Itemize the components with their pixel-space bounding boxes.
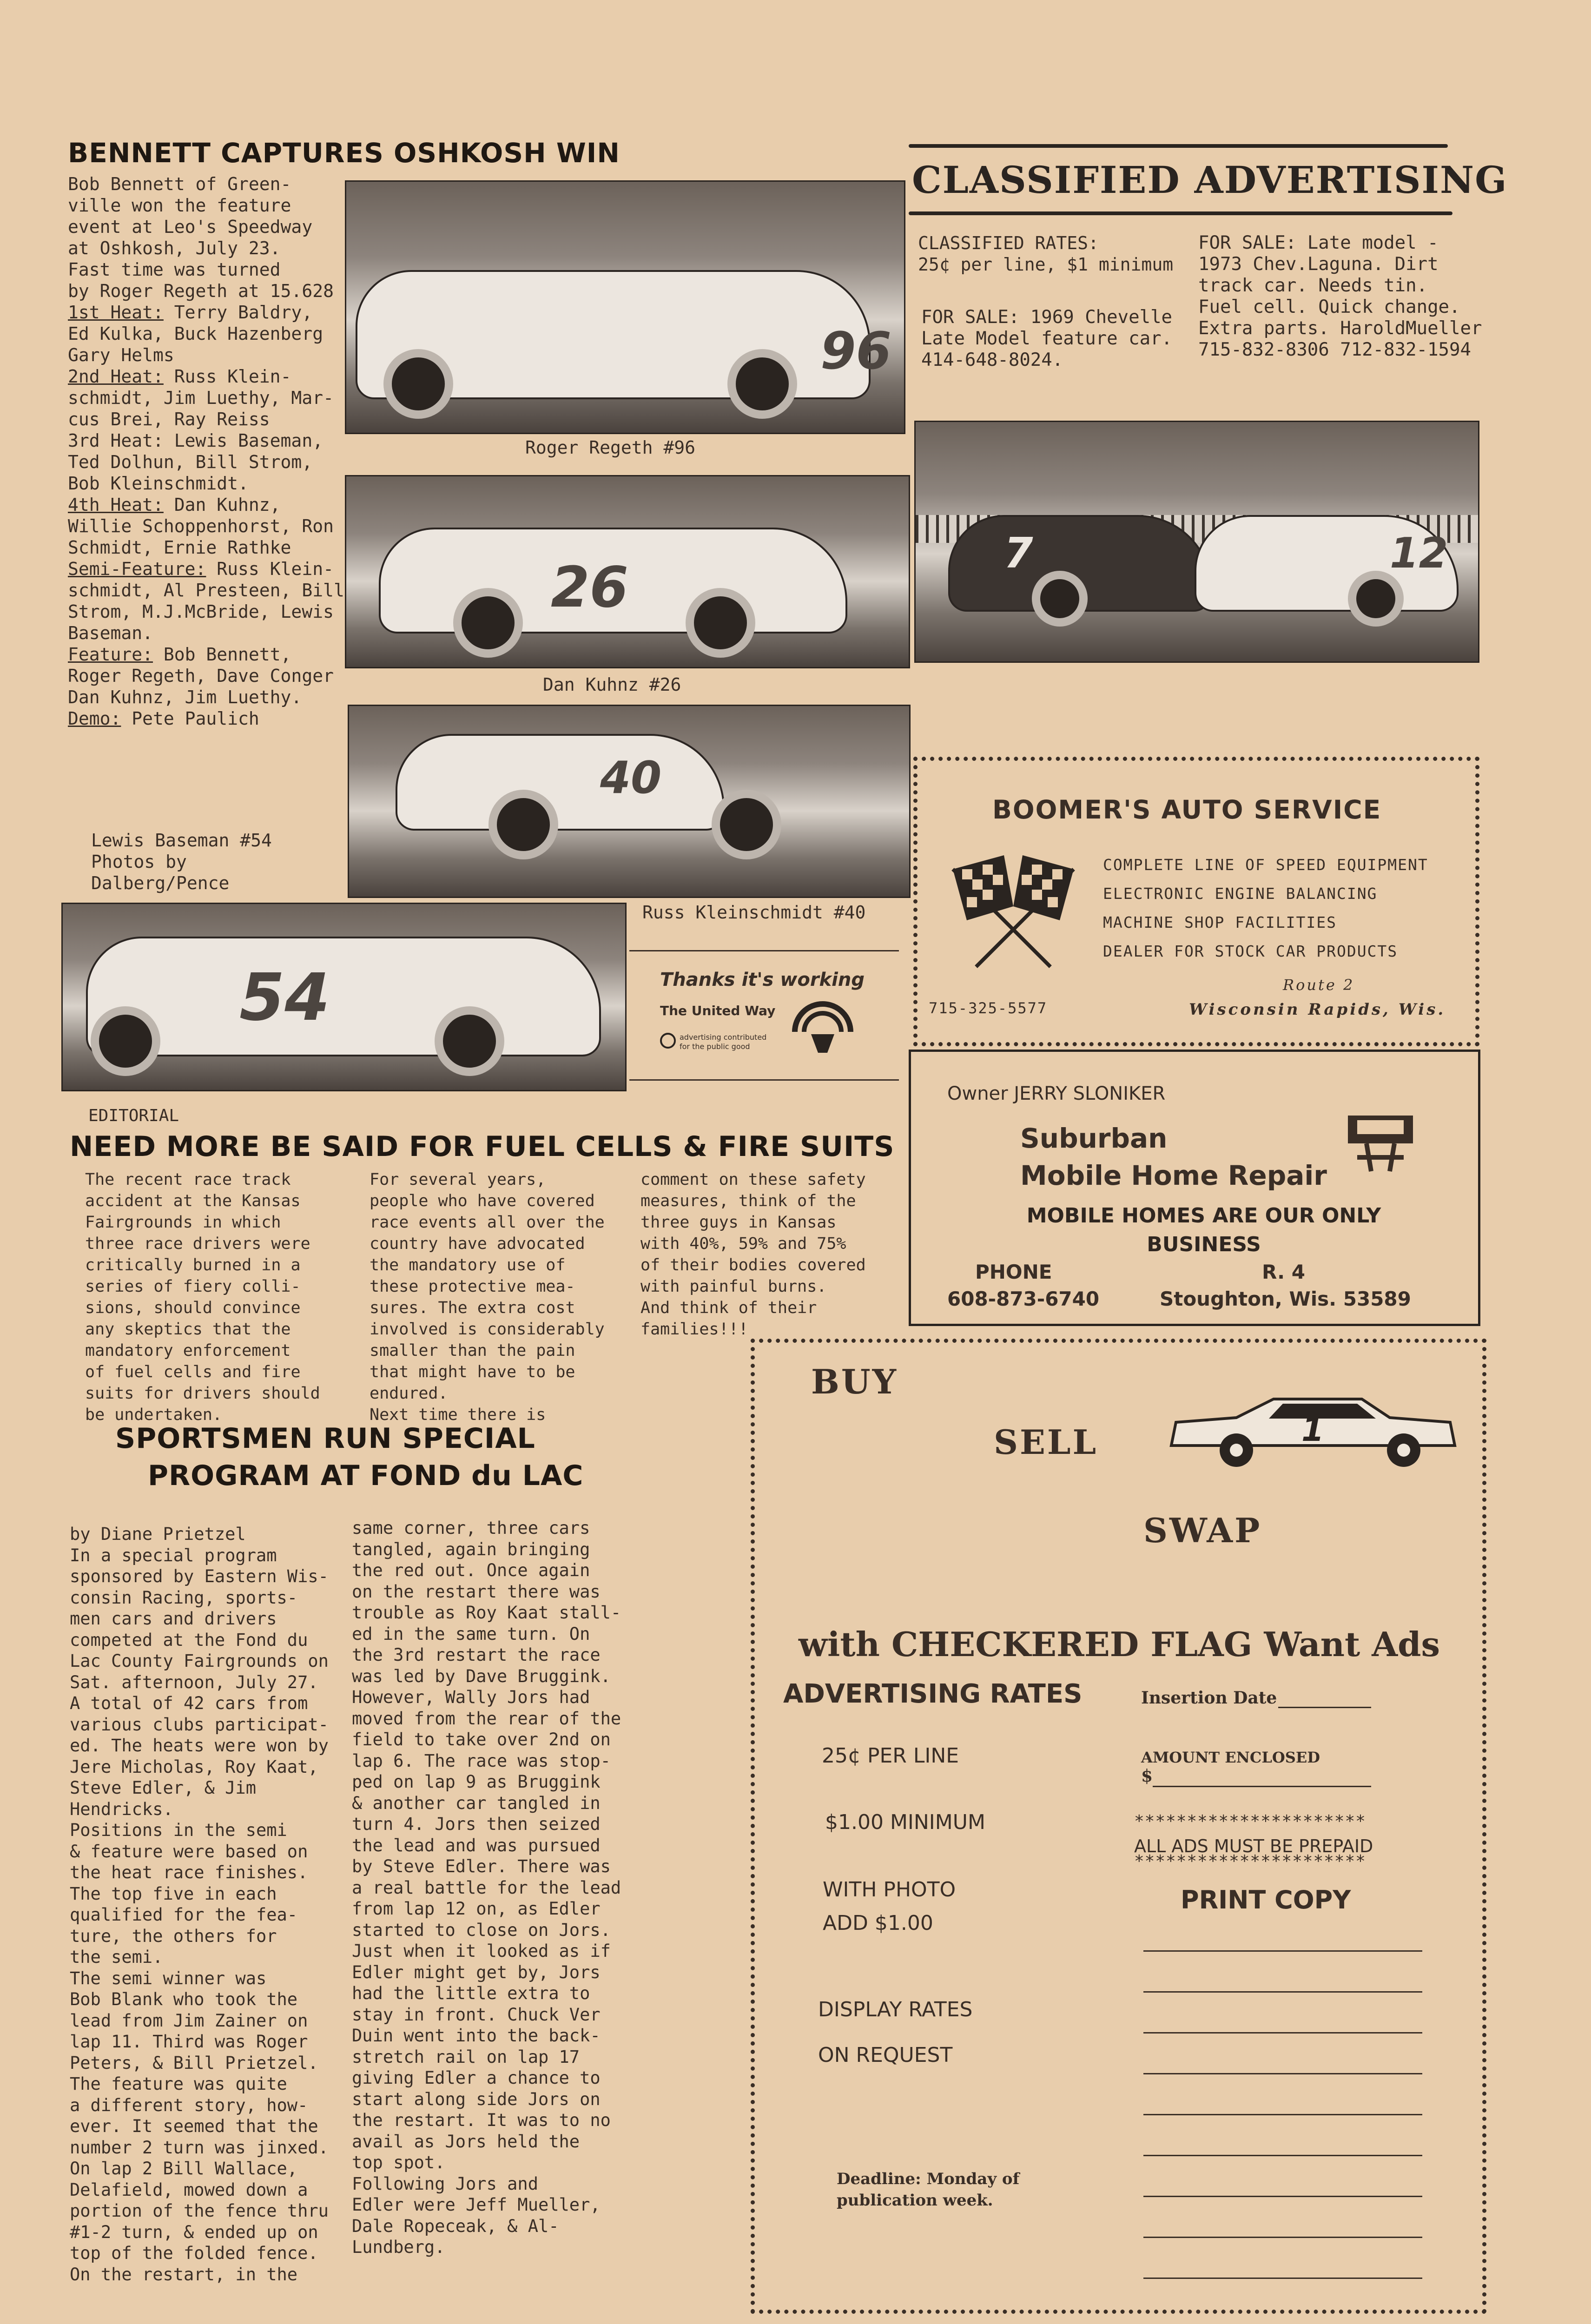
wantads-prepaid: ALL ADS MUST BE PREPAID [1134, 1836, 1373, 1856]
boomer-service-stock-car-products: DEALER FOR STOCK CAR PRODUCTS [1103, 942, 1398, 960]
result-heat4: 4th Heat: Dan Kuhnz, Willie Schoppenhorst, Ron Schmidt, Ernie Rathke [68, 495, 334, 558]
suburban-route: R. 4 [1262, 1261, 1305, 1283]
oshkosh-headline: BENNETT CAPTURES OSHKOSH WIN [68, 137, 620, 169]
car-54-wheel [91, 1006, 160, 1076]
wantads-insertion-label: Insertion Date [1141, 1688, 1277, 1708]
sportsmen-col2: same corner, three cars tangled, again bringing the red out. Once again on the restart there was trouble as Roy Kaat stall- ed in the same turn. On the 3rd restart the race was led by Dave Bruggink. However, Wally Jors had moved from the rear of the field to take over 2nd on lap 6. The race was stop- ped on lap 9 as Bruggink & another car tangled in turn 4. Jors then seized the lead and was pursued by Steve Edler. There was a real battle for the lead from lap 12 on, as Edler started to close on Jors. Just when it looked as if Edler might get by, Jors had the little extra to stay in front. Chuck Ver Duin went into the back- stretch rail on lap 17 giving Edler a chance to start along side Jors on the restart. It was to no avail as Jors held the top spot. Following Jors and Edler were Jeff Mueller, Dale Ropeceak, & Al- Lundberg. [352, 1518, 621, 2257]
suburban-tagline: MOBILE HOMES ARE OUR ONLY BUSINESS [1026, 1204, 1381, 1256]
result-heat2: 2nd Heat: Russ Klein- schmidt, Jim Luethy, Mar- cus Brei, Ray Reiss [68, 366, 334, 429]
caption-kuhnz: Dan Kuhnz #26 [543, 674, 681, 695]
caption-regeth: Roger Regeth #96 [525, 437, 696, 458]
united-way-hand-rainbow-icon [790, 995, 855, 1055]
wantads-stars-bottom: ********************** [1134, 1852, 1366, 1871]
editorial-col1: The recent race track accident at the Kansas Fairgrounds in which three race drivers were critically burned in a series of fiery colli- sions, should convince any skeptics that the mandatory enforcement of fuel cells and fire suits for drivers should be undertaken. [85, 1170, 320, 1424]
boomer-city: Wisconsin Rapids, Wis. [1189, 1000, 1446, 1019]
boomer-services [1103, 851, 1428, 966]
suburban-name-line2: Mobile Home Repair [1020, 1160, 1327, 1191]
checkered-flags-icon [934, 851, 1092, 971]
car-54 [86, 937, 601, 1056]
boomer-service-engine-balancing: ELECTRONIC ENGINE BALANCING [1103, 885, 1378, 903]
print-copy-line[interactable] [1143, 1991, 1422, 1993]
photo-kleinschmidt-40 [348, 705, 911, 898]
wantads-print-copy: PRINT COPY [1181, 1885, 1351, 1915]
race-car-illustration-icon [1167, 1390, 1459, 1469]
wantads-rates-title: ADVERTISING RATES [783, 1679, 1083, 1709]
result-heat3: 3rd Heat: Lewis Baseman, Ted Dolhun, Bill Strom, Bob Kleinschmidt. [68, 430, 323, 494]
oshkosh-results [68, 302, 347, 729]
suburban-phone-label: PHONE [975, 1261, 1052, 1283]
united-way-note: advertising contributed for the public good [680, 1033, 767, 1051]
boomer-service-machine-shop: MACHINE SHOP FACILITIES [1103, 913, 1337, 931]
suburban-owner: Owner JERRY SLONIKER [947, 1083, 1166, 1104]
united-way-rule-bottom [629, 1079, 899, 1081]
print-copy-line[interactable] [1143, 2237, 1422, 2238]
car-96-number: 96 [820, 321, 892, 381]
wantads-buy: BUY [811, 1362, 898, 1401]
print-copy-line[interactable] [1143, 2114, 1422, 2115]
wantads-tagline: with CHECKERED FLAG Want Ads [799, 1624, 1440, 1664]
car-7-wheel [1032, 571, 1088, 627]
race-car-number: 1 [1301, 1411, 1324, 1449]
editorial-headline: NEED MORE BE SAID FOR FUEL CELLS & FIRE SUITS [70, 1130, 895, 1163]
classified-rule-bottom [909, 211, 1452, 215]
result-heat1: 1st Heat: Terry Baldry, Ed Kulka, Buck Hazenberg Gary Helms [68, 302, 323, 365]
print-copy-line[interactable] [1143, 1950, 1422, 1952]
caption-kleinschmidt: Russ Kleinschmidt #40 [642, 902, 866, 923]
wantads-dollar-sign: $ [1141, 1766, 1153, 1786]
amount-enclosed-field[interactable] [1153, 1786, 1371, 1787]
suburban-city: Stoughton, Wis. 53589 [1160, 1287, 1411, 1310]
mobile-home-mascot-icon [1339, 1106, 1422, 1181]
sportsmen-headline-line1: SPORTSMEN RUN SPECIAL [115, 1422, 535, 1455]
wantads-rate-display: DISPLAY RATES ON REQUEST [818, 1998, 973, 2067]
car-40-wheel [489, 790, 558, 859]
classified-rule-top [909, 144, 1448, 148]
united-way-brand: The United Way [660, 1003, 776, 1018]
united-way-seal-icon [660, 1033, 676, 1049]
sportsmen-col1: by Diane Prietzel In a special program sponsored by Eastern Wis- consin Racing, sports- men cars and drivers competed at the Fond du Lac County Fairgrounds on Sat. afternoon, July 27. A total of 42 cars from various clubs participat- ed. The heats were won by Jere Micholas, Roy Kaat, Steve Edler, & Jim Hendricks. Positions in the semi & feature were based on the heat race finishes. The top five in each qualified for the fea- ture, the others for the semi. The semi winner was Bob Blank who took the lead from Jim Zainer on lap 11. Third was Roger Peters, & Bill Prietzel. The feature was quite a different story, how- ever. It seemed that the number 2 turn was jinxed. On lap 2 Bill Wallace, Delafield, mowed down a portion of the fence thru #1-2 turn, & ended up on top of the folded fence. On the restart, in the [70, 1524, 329, 2284]
wantads-sell: SELL [994, 1422, 1098, 1462]
united-way-rule-top [629, 950, 899, 951]
editorial-col2: For several years, people who have covered race events all over the country have advocated the mandatory use of these protective mea- sures. The extra cost involved is considerably smaller than the pain that might have to be endured. Next time there is [370, 1170, 605, 1424]
car-40-wheel [712, 790, 781, 859]
photo-race-cars-pair [914, 421, 1479, 663]
car-96-wheel [727, 349, 797, 419]
insertion-date-field[interactable] [1278, 1707, 1371, 1708]
car-12-wheel [1348, 571, 1404, 627]
print-copy-line[interactable] [1143, 2278, 1422, 2279]
editorial-label: EDITORIAL [88, 1106, 179, 1125]
print-copy-line[interactable] [1143, 2196, 1422, 2197]
car-12-number: 12 [1390, 529, 1448, 578]
result-demo: Demo: Pete Paulich [68, 708, 259, 729]
car-26-wheel [686, 588, 755, 658]
wantads-deadline: Deadline: Monday of publication week. [837, 2170, 1020, 2210]
wantads-rate-photo: WITH PHOTO ADD $1.00 [823, 1878, 956, 1935]
wantads-amount-label: AMOUNT ENCLOSED [1141, 1749, 1320, 1766]
photo-baseman-54 [61, 903, 627, 1091]
photo-kuhnz-26 [345, 475, 910, 668]
car-54-number: 54 [239, 960, 330, 1036]
classified-rates: CLASSIFIED RATES: 25¢ per line, $1 minimum [918, 233, 1174, 275]
wantads-swap: SWAP [1143, 1511, 1262, 1550]
car-26-number: 26 [551, 555, 628, 620]
print-copy-line[interactable] [1143, 2155, 1422, 2156]
result-feature: Feature: Bob Bennett, Roger Regeth, Dave Conger Dan Kuhnz, Jim Luethy. [68, 644, 334, 707]
sportsmen-headline-line2: PROGRAM AT FOND du LAC [148, 1459, 584, 1492]
car-26-wheel [453, 588, 523, 658]
result-semi: Semi-Feature: Russ Klein- schmidt, Al Presteen, Bill Strom, M.J.McBride, Lewis Baseman. [68, 559, 344, 643]
wantads-rate-per-line: 25¢ PER LINE [822, 1744, 959, 1768]
united-way-title: Thanks it's working [660, 969, 865, 990]
print-copy-line[interactable] [1143, 2032, 1422, 2034]
wantads-stars-top: ********************** [1134, 1812, 1366, 1831]
print-copy-line[interactable] [1143, 2073, 1422, 2074]
car-40 [396, 734, 725, 831]
wantads-rate-minimum: $1.00 MINIMUM [825, 1810, 985, 1834]
boomer-service-speed-equipment: COMPLETE LINE OF SPEED EQUIPMENT [1103, 856, 1428, 874]
boomer-phone: 715-325-5577 [929, 999, 1048, 1017]
classified-ad-chevelle: FOR SALE: 1969 Chevelle Late Model feature car. 414-648-8024. [921, 307, 1173, 370]
car-7-number: 7 [1004, 529, 1033, 578]
classified-title: CLASSIFIED ADVERTISING [912, 158, 1508, 202]
boomer-title: BOOMER'S AUTO SERVICE [992, 795, 1382, 825]
editorial-col3: comment on these safety measures, think of the three guys in Kansas with 40%, 59% and 75% of their bodies covered with painful burns. And think of their families!!! [640, 1170, 866, 1339]
boomer-route: Route 2 [1283, 976, 1355, 994]
photo-regeth-96 [345, 180, 905, 434]
car-96-wheel [383, 349, 453, 419]
suburban-name-line1: Suburban [1020, 1122, 1168, 1154]
oshkosh-intro: Bob Bennett of Green- ville won the feature event at Leo's Speedway at Oshkosh, July 23. Fast time was turned by Roger Regeth at 15.628 [68, 174, 334, 301]
classified-ad-laguna: FOR SALE: Late model - 1973 Chev.Laguna. Dirt track car. Needs tin. Fuel cell. Quick change. Extra parts. HaroldMueller 715-832-8306 712-832-1594 [1198, 232, 1482, 360]
car-54-wheel [435, 1006, 504, 1076]
car-40-number: 40 [600, 753, 662, 804]
suburban-phone: 608-873-6740 [947, 1287, 1100, 1310]
photo-credit: Lewis Baseman #54 Photos by Dalberg/Pence [91, 830, 272, 893]
